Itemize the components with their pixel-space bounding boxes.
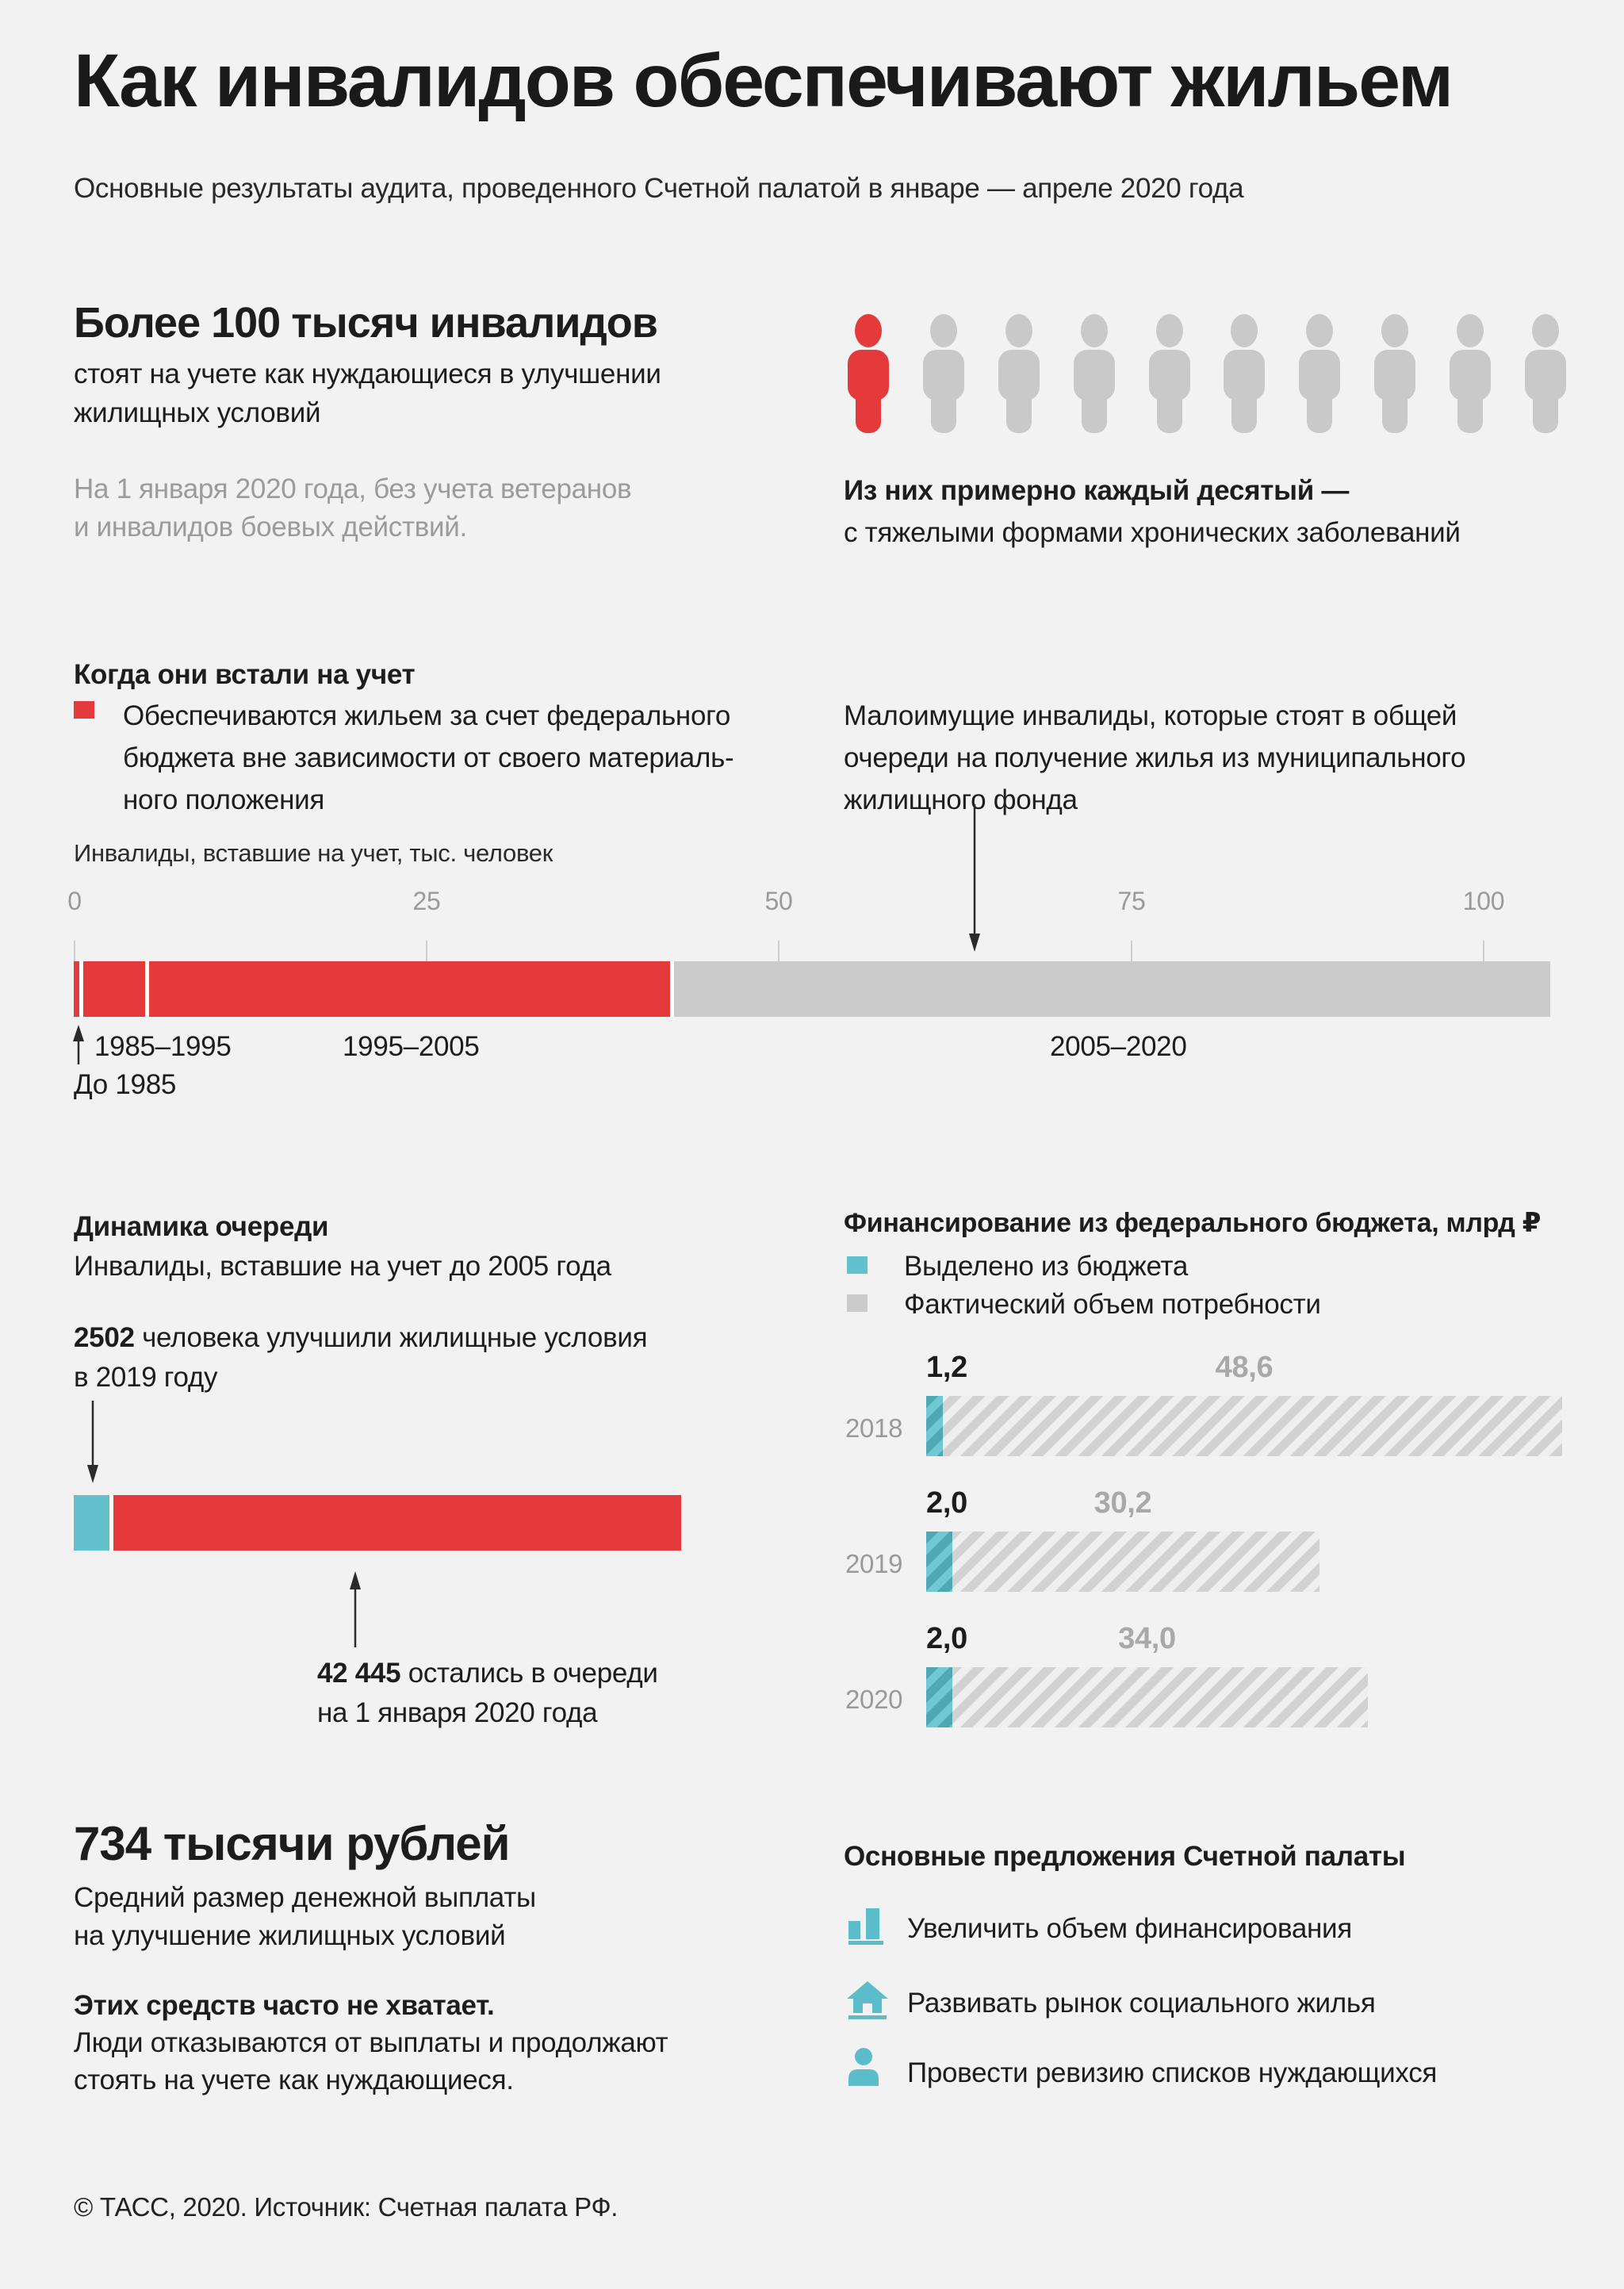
people-note-1: На 1 января 2020 года, без учета ветеранов [74, 474, 632, 504]
payment-line3: Люди отказываются от выплаты и продолжают [74, 2027, 668, 2058]
registry-stacked-bar [74, 961, 1550, 1017]
bar-segment-remained [113, 1495, 681, 1551]
legend-swatch-teal [847, 1256, 868, 1274]
funding-year: 2018 [845, 1413, 903, 1443]
funding-year: 2020 [845, 1685, 903, 1714]
axis-tick-mark [778, 941, 779, 961]
queue-up-arrow [347, 1571, 363, 1647]
proposal-item-label: Провести ревизию списков нуждающихся [907, 2057, 1438, 2088]
funding-need-value: 30,2 [1094, 1486, 1152, 1520]
funding-bar-allocated-2020 [926, 1667, 952, 1727]
bar-segment-1985-1995 [83, 961, 145, 1017]
registry-legend [123, 695, 733, 821]
legend-swatch-gray [847, 1294, 868, 1312]
person-icon [1145, 314, 1194, 433]
person-icon-highlighted [844, 314, 893, 433]
queue-improved-rest: человека улучшили жилищные условия [134, 1322, 648, 1353]
funding-allocated-value: 2,0 [926, 1486, 967, 1520]
people-headline: Более 100 тысяч инвалидов [74, 299, 657, 347]
queue-down-arrow [85, 1401, 101, 1483]
registry-annotation-line: жилищного фонда [844, 784, 1078, 815]
queue-remained-rest: остались в очереди [400, 1658, 658, 1689]
person-icon [1295, 314, 1344, 433]
people-subline-1: стоят на учете как нуждающиеся в улучшении [74, 358, 661, 389]
axis-tick-mark [1483, 941, 1484, 961]
funding-allocated-value: 2,0 [926, 1622, 967, 1655]
registry-annotation [844, 695, 1465, 821]
queue-stacked-bar [74, 1495, 681, 1551]
people-note-2: и инвалидов боевых действий. [74, 512, 467, 543]
axis-tick-mark [426, 941, 427, 961]
funding-need-value: 34,0 [1118, 1622, 1176, 1655]
registry-title: Когда они встали на учет [74, 659, 416, 690]
person-proposal-icon [847, 2048, 888, 2086]
queue-improved-value: 2502 [74, 1322, 135, 1353]
funding-year: 2019 [845, 1549, 903, 1578]
queue-improved-line2: в 2019 году [74, 1362, 218, 1393]
funding-bar-need-2020 [926, 1667, 1368, 1727]
payment-headline: 734 тысячи рублей [74, 1817, 510, 1870]
axis-tick-mark [1131, 941, 1132, 961]
bar-segment-pre1985 [74, 961, 79, 1017]
queue-subtitle: Инвалиды, вставшие на учет до 2005 года [74, 1251, 611, 1282]
funding-legend-allocated: Выделено из бюджета [904, 1251, 1189, 1282]
registry-annotation-line: очереди на получение жилья из муниципального [844, 742, 1466, 773]
proposal-item-label: Развивать рынок социального жилья [907, 1988, 1376, 2019]
queue-improved-line1 [74, 1318, 647, 1357]
bar-chart-icon [847, 1907, 888, 1945]
queue-remained-value: 42 445 [317, 1658, 401, 1689]
pre1985-up-arrow [71, 1025, 86, 1064]
proposals-title: Основные предложения Счетной палаты [844, 1841, 1406, 1872]
funding-need-value: 48,6 [1215, 1351, 1274, 1384]
axis-tick-label: 100 [1462, 887, 1505, 915]
person-icon [1370, 314, 1419, 433]
queue-remained-line2: на 1 января 2020 года [317, 1697, 598, 1728]
person-icon [1220, 314, 1269, 433]
person-icon [1521, 314, 1570, 433]
page-title: Как инвалидов обеспечивают жильем [74, 39, 1453, 123]
funding-title: Финансирование из федерального бюджета, млрд ₽ [844, 1208, 1542, 1238]
payment-line1: Средний размер денежной выплаты [74, 1882, 536, 1913]
axis-tick-label: 75 [1117, 887, 1146, 915]
registry-axis-label: Инвалиды, вставшие на учет, тыс. человек [74, 839, 553, 867]
pictogram-caption-rest: с тяжелыми формами хронических заболеваний [844, 517, 1461, 548]
axis-tick-label: 0 [67, 887, 82, 915]
registry-legend-line: ного положения [123, 784, 325, 815]
queue-remained-line1 [317, 1654, 658, 1693]
registry-annotation-line: Малоимущие инвалиды, которые стоят в общей [844, 700, 1457, 731]
registry-legend-line: бюджета вне зависимости от своего материаль- [123, 742, 734, 773]
segment-label-pre1985: До 1985 [74, 1069, 177, 1100]
queue-title: Динамика очереди [74, 1211, 329, 1242]
annotation-down-arrow [967, 804, 982, 952]
segment-label-2005-2020: 2005–2020 [1050, 1031, 1187, 1062]
legend-swatch-red [74, 701, 94, 719]
funding-legend-need: Фактический объем потребности [904, 1289, 1321, 1320]
person-icon [1446, 314, 1495, 433]
funding-bar-need-2019 [926, 1532, 1320, 1592]
bar-segment-improved [74, 1495, 109, 1551]
funding-allocated-value: 1,2 [926, 1351, 967, 1384]
person-icon [1070, 314, 1119, 433]
payment-bold-line: Этих средств часто не хватает. [74, 1990, 495, 2021]
payment-line2: на улучшение жилищных условий [74, 1920, 506, 1951]
pictogram-caption-bold: Из них примерно каждый десятый — [844, 475, 1350, 506]
page-subtitle: Основные результаты аудита, проведенного Счетной палатой в январе — апреле 2020 года [74, 173, 1244, 204]
funding-bar-allocated-2019 [926, 1532, 952, 1592]
people-subline-2: жилищных условий [74, 397, 321, 428]
axis-tick-mark [74, 941, 75, 961]
axis-tick-label: 50 [764, 887, 793, 915]
axis-tick-label: 25 [412, 887, 441, 915]
segment-label-1985-1995: 1985–1995 [94, 1031, 232, 1062]
payment-line4: стоять на учете как нуждающиеся. [74, 2065, 514, 2095]
person-icon [994, 314, 1044, 433]
segment-label-1995-2005: 1995–2005 [343, 1031, 480, 1062]
bar-segment-1995-2005 [149, 961, 670, 1017]
funding-bar-need-2018 [926, 1396, 1562, 1456]
house-up-icon [847, 1981, 888, 2019]
people-pictogram [844, 314, 1570, 433]
registry-legend-line: Обеспечиваются жильем за счет федерального [123, 700, 730, 731]
footer-credit: © ТАСС, 2020. Источник: Счетная палата РФ. [74, 2192, 619, 2222]
proposal-item-label: Увеличить объем финансирования [907, 1913, 1352, 1944]
funding-bar-allocated-2018 [926, 1396, 943, 1456]
bar-segment-2005-2020 [674, 961, 1550, 1017]
person-icon [919, 314, 968, 433]
